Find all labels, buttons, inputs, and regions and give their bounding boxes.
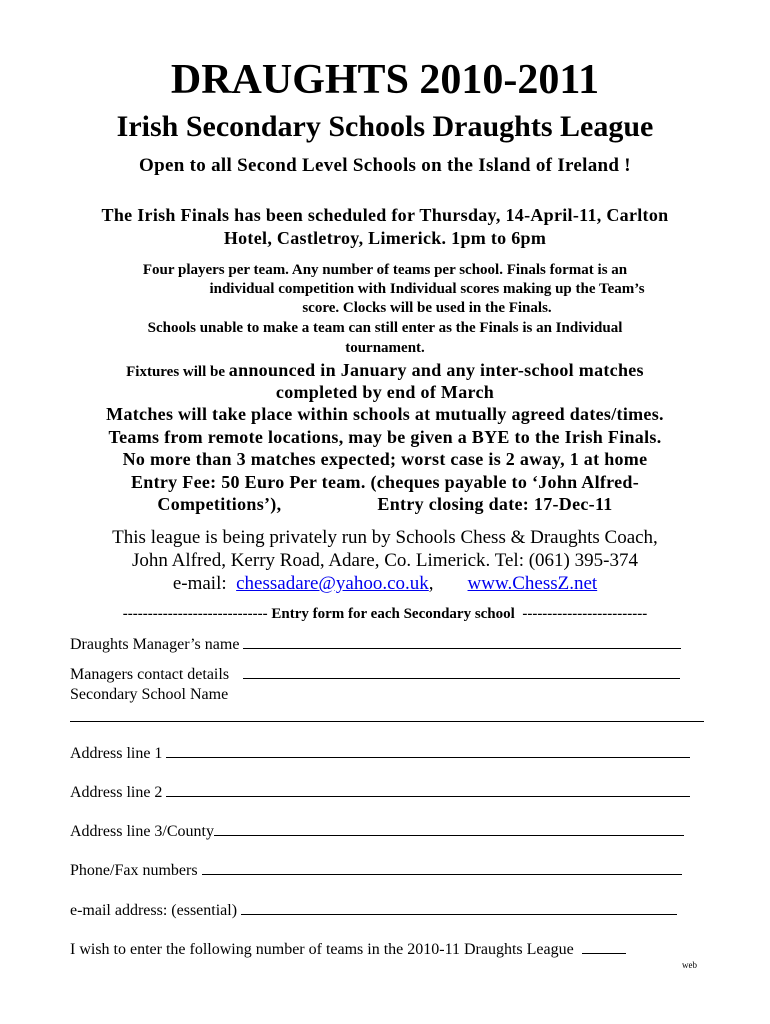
address-1-blank[interactable] xyxy=(166,743,690,758)
manager-name-blank[interactable] xyxy=(243,634,681,649)
address-3-field[interactable] xyxy=(70,821,684,842)
organiser-line-1: This league is being privately run by Schools Chess & Draughts Coach, xyxy=(112,527,658,548)
website-link[interactable]: www.ChessZ.net xyxy=(467,573,598,594)
phone-label: Phone/Fax numbers xyxy=(70,862,198,879)
format-line-3: score. Clocks will be used in the Finals. xyxy=(302,300,552,316)
manager-name-label: Draughts Manager’s name xyxy=(70,636,240,653)
manager-contact-label: Managers contact details xyxy=(70,666,230,683)
league-subtitle: Irish Secondary Schools Draughts League xyxy=(116,110,654,143)
manager-name-field[interactable] xyxy=(70,634,681,655)
footer-tag: web xyxy=(682,960,697,970)
page-title: DRAUGHTS 2010-2011 xyxy=(170,57,600,103)
address-3-blank[interactable] xyxy=(214,821,684,836)
matches-line-1: Matches will take place within schools at mutually agreed dates/times. xyxy=(106,404,664,424)
entry-fee-line: Entry Fee: 50 Euro Per team. (cheques payable to ‘John Alfred- xyxy=(130,472,640,492)
school-name-blank[interactable] xyxy=(70,721,704,722)
format-line-5: tournament. xyxy=(345,340,425,356)
email-field[interactable] xyxy=(70,900,677,921)
closing-date-line xyxy=(0,493,770,516)
fixtures-line-1 xyxy=(0,359,770,383)
email-field-blank[interactable] xyxy=(241,900,677,915)
format-line-1: Four players per team. Any number of teams per school. Finals format is an xyxy=(142,262,628,278)
contact-line xyxy=(0,572,770,595)
header-rule-left: ----------------------------- xyxy=(122,606,268,622)
school-name-label: Secondary School Name xyxy=(70,686,229,703)
email-field-label: e-mail address: (essential) xyxy=(70,902,238,919)
eligibility-line: Open to all Second Level Schools on the Island of Ireland ! xyxy=(139,155,631,176)
teams-field[interactable] xyxy=(70,939,626,960)
format-line-4: Schools unable to make a team can still enter as the Finals is an Individual xyxy=(147,320,623,336)
teams-label: I wish to enter the following number of teams in the 2010-11 Draughts League xyxy=(70,941,574,958)
payee-end: Competitions’), xyxy=(157,494,282,514)
fixtures-prefix: Fixtures will be xyxy=(126,364,226,380)
header-rule-right: ------------------------- xyxy=(522,606,648,622)
closing-date: Entry closing date: 17-Dec-11 xyxy=(377,494,613,514)
format-line-2: individual competition with Individual scores making up the Team’s xyxy=(209,281,645,297)
email-label: e-mail: xyxy=(172,573,227,594)
email-link[interactable]: chessadare@yahoo.co.uk xyxy=(236,573,429,594)
address-2-label: Address line 2 xyxy=(70,784,163,801)
finals-line-1: The Irish Finals has been scheduled for Thursday, 14-April-11, Carlton xyxy=(101,205,669,225)
organiser-line-2: John Alfred, Kerry Road, Adare, Co. Limerick. Tel: (061) 395-374 xyxy=(132,550,638,571)
contact-separator: , xyxy=(428,573,434,594)
finals-line-2: Hotel, Castletroy, Limerick. 1pm to 6pm xyxy=(223,228,547,248)
address-3-label: Address line 3/County xyxy=(70,823,214,840)
fixtures-line-2: completed by end of March xyxy=(275,382,495,402)
form-heading: Entry form for each Secondary school xyxy=(271,606,515,622)
matches-line-3: No more than 3 matches expected; worst case is 2 away, 1 at home xyxy=(122,449,648,469)
form-header xyxy=(0,604,770,624)
manager-contact-blank[interactable] xyxy=(243,664,680,679)
fixtures-rest: announced in January and any inter-school matches xyxy=(228,360,644,380)
manager-contact-field[interactable] xyxy=(70,664,680,685)
address-2-field[interactable] xyxy=(70,782,690,803)
matches-line-2: Teams from remote locations, may be given a BYE to the Irish Finals. xyxy=(108,427,662,447)
address-1-field[interactable] xyxy=(70,743,690,764)
address-1-label: Address line 1 xyxy=(70,745,163,762)
phone-field[interactable] xyxy=(70,860,682,881)
phone-blank[interactable] xyxy=(202,860,682,875)
address-2-blank[interactable] xyxy=(166,782,690,797)
teams-count-blank[interactable] xyxy=(582,939,626,954)
